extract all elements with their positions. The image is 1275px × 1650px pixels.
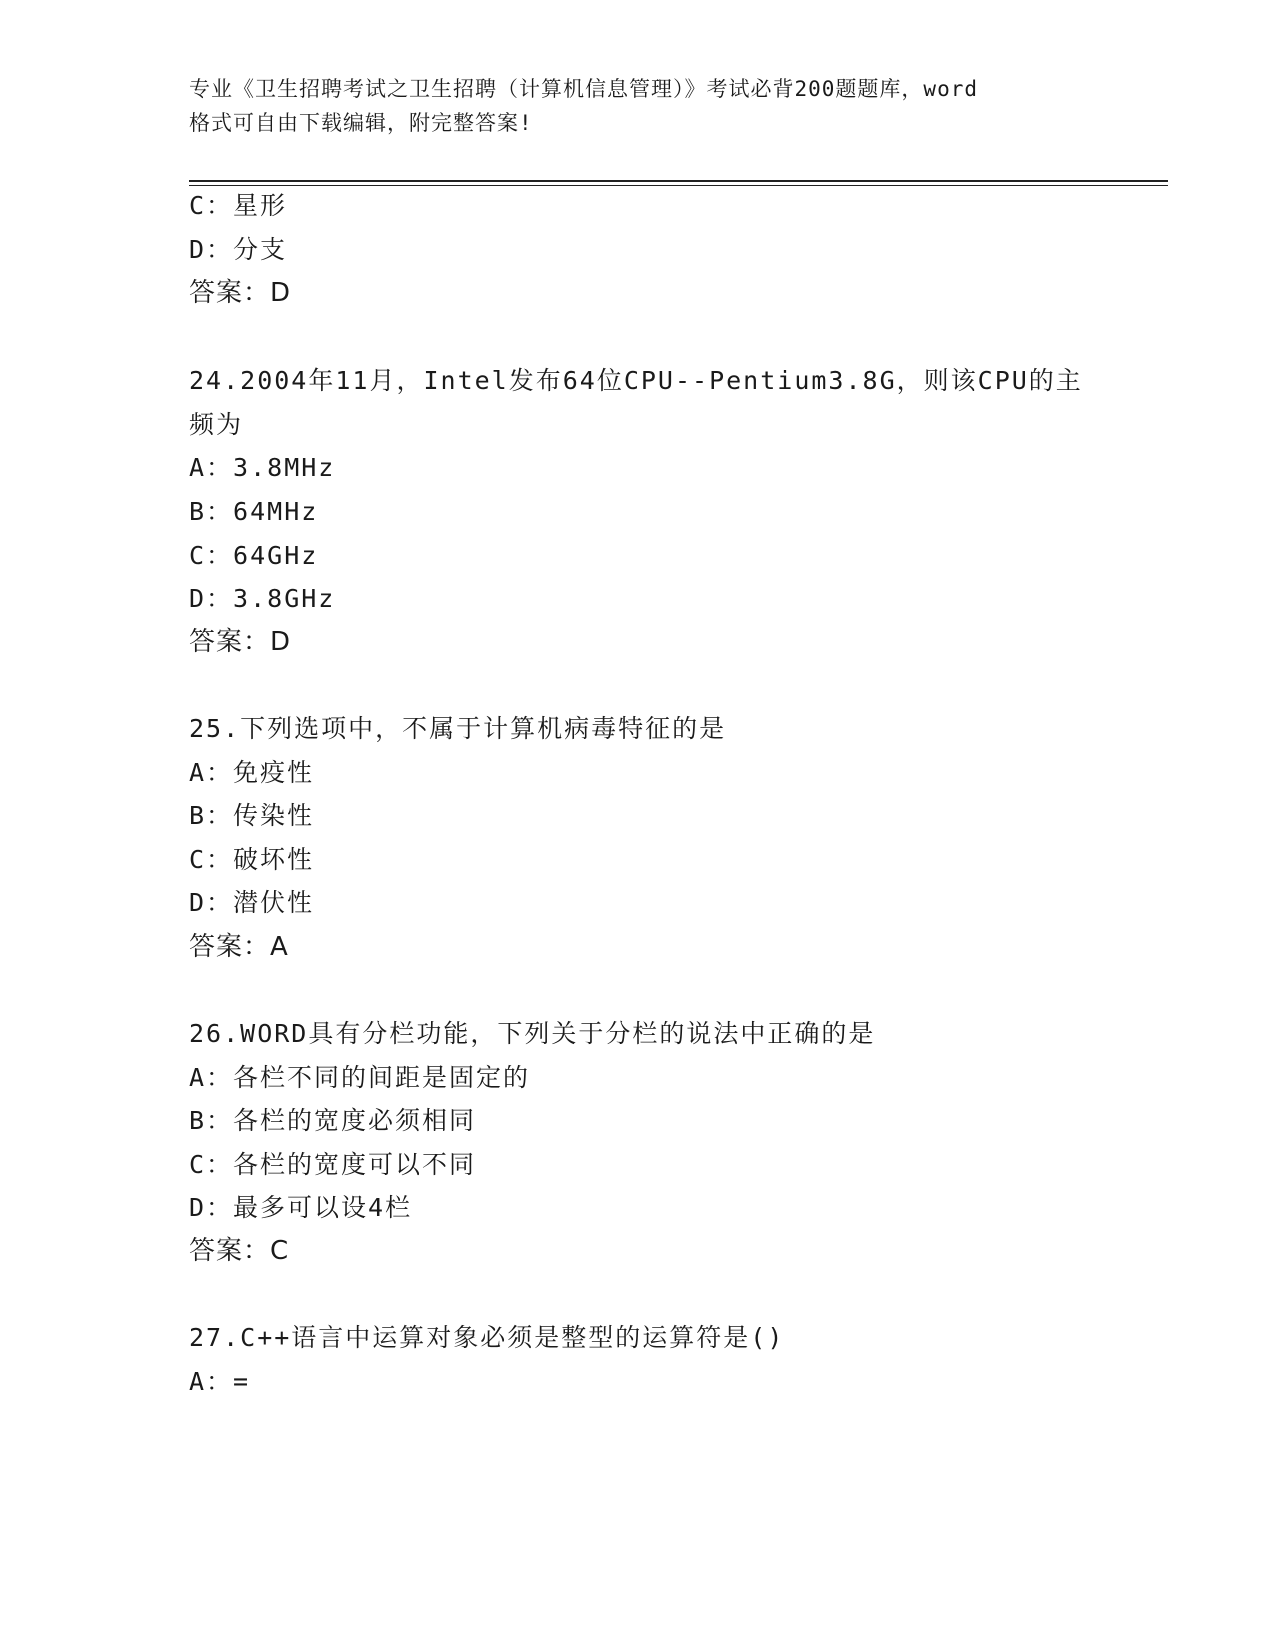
q26-option-c: C：各栏的宽度可以不同 xyxy=(189,1150,477,1179)
q24-stem-line-2: 频为 xyxy=(189,410,244,439)
q26-answer: 答案：C xyxy=(189,1236,290,1266)
q23-option-d: D：分支 xyxy=(189,235,288,264)
q25-option-c: C：破坏性 xyxy=(189,845,315,874)
q24-option-b: B：64MHz xyxy=(189,497,319,526)
document-header xyxy=(189,72,1109,140)
q27-option-a: A：= xyxy=(189,1367,251,1396)
q26-stem: 26.WORD具有分栏功能，下列关于分栏的说法中正确的是 xyxy=(189,1019,876,1048)
q23-answer: 答案：D xyxy=(189,278,292,308)
q27-stem: 27.C++语言中运算对象必须是整型的运算符是() xyxy=(189,1323,785,1352)
q26-option-b: B：各栏的宽度必须相同 xyxy=(189,1106,477,1135)
q24-option-a: A：3.8MHz xyxy=(189,453,336,482)
q26-option-a: A：各栏不同的间距是固定的 xyxy=(189,1063,531,1092)
q25-option-d: D：潜伏性 xyxy=(189,888,315,917)
header-divider-thick xyxy=(189,180,1168,182)
q25-stem: 25.下列选项中，不属于计算机病毒特征的是 xyxy=(189,714,727,743)
q24-option-c: C：64GHz xyxy=(189,541,319,570)
q24-stem-line-1: 24.2004年11月，Intel发布64位CPU--Pentium3.8G，则该CPU的主 xyxy=(189,366,1083,395)
q25-option-a: A：免疫性 xyxy=(189,758,315,787)
q24-option-d: D：3.8GHz xyxy=(189,584,336,613)
q25-answer: 答案：A xyxy=(189,932,289,962)
q25-option-b: B：传染性 xyxy=(189,801,315,830)
header-line-2: 格式可自由下载编辑，附完整答案! xyxy=(189,111,533,135)
header-line-1: 专业《卫生招聘考试之卫生招聘（计算机信息管理）》考试必背200题题库，word xyxy=(189,77,978,101)
header-divider-thin xyxy=(189,185,1168,186)
q23-option-c: C：星形 xyxy=(189,191,288,220)
q26-option-d: D：最多可以设4栏 xyxy=(189,1193,413,1222)
q24-answer: 答案：D xyxy=(189,627,292,657)
